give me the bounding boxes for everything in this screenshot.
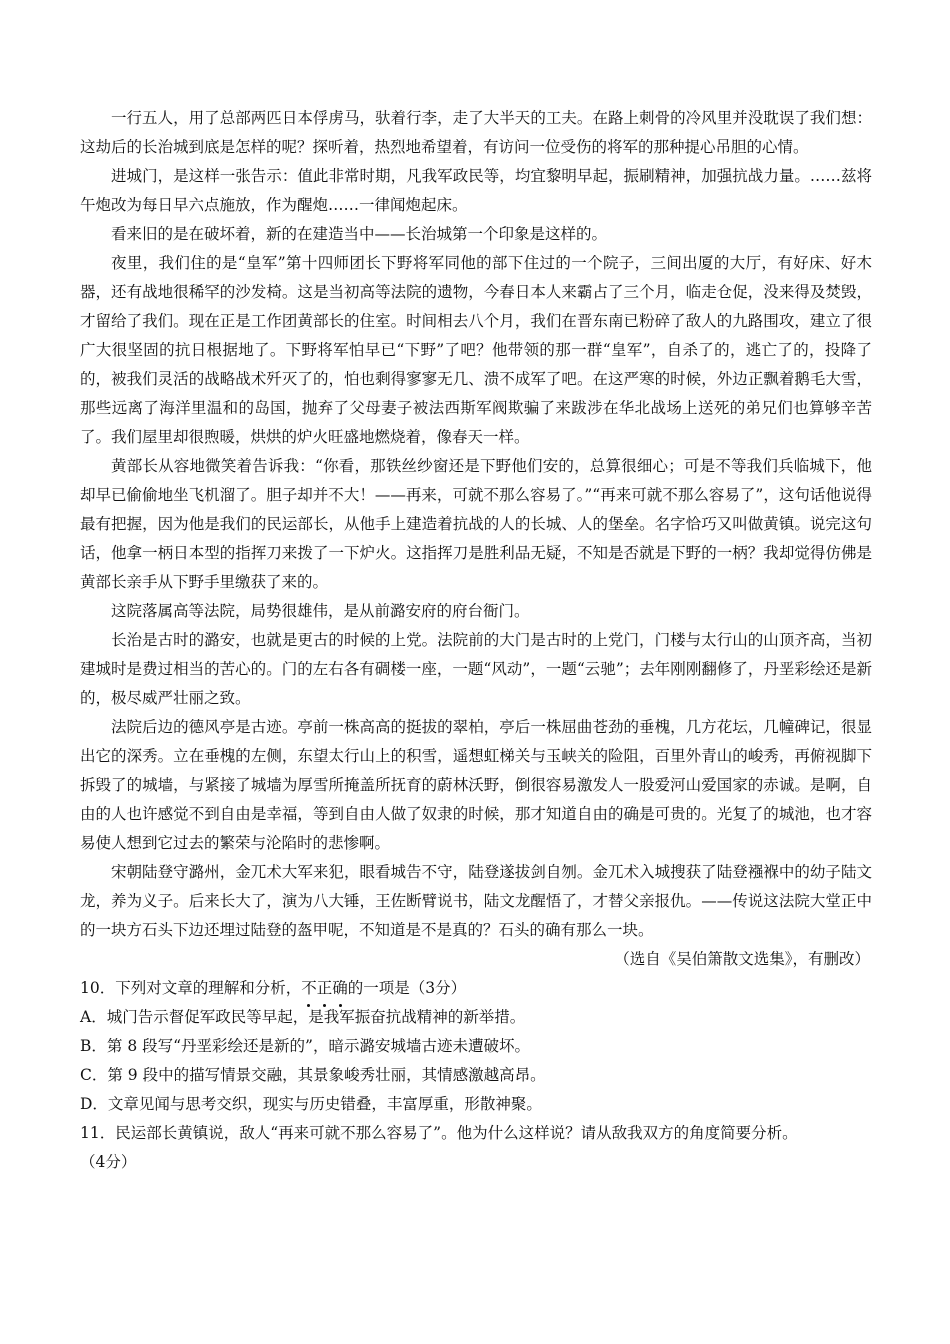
question-11: [80, 1119, 872, 1177]
emphasis-char-3: 确: [332, 974, 348, 1003]
question-11-stem: 11．民运部长黄镇说，敌人“再来可就不那么容易了”。他为什么这样说？请从敌我双方的角度简要分析。（4分）: [80, 1124, 798, 1171]
option-b: B．第 8 段写“丹垩彩绘还是新的”，暗示潞安城墙古迹未遭破坏。: [80, 1037, 530, 1055]
paragraph-2: 进城门，是这样一张告示：值此非常时期，凡我军政民等，均宜黎明早起，振刷精神，加强抗战力量。……兹将午炮改为每日早六点施放，作为醒炮……一律闻炮起床。: [80, 167, 872, 214]
paragraph-4: 夜里，我们住的是“皇军”第十四师团长下野将军同他的部下住过的一个院子，三间出厦的大厅，有好床、好木器，还有战地很稀罕的沙发椅。这是当初高等法院的遗物，今春日本人来霸占了三个月，临走仓促，没来得及焚毁，才留给了我们。现在正是工作团黄部长的住室。时间相去八个月，我们在晋东南已粉碎了敌人的九路围攻，建立了很广大很坚固的抗日根据地了。下野将军怕早已“下野”了吧？他带领的那一群“皇军”，自杀了的，逃亡了的，投降了的，被我们灵活的战略战术歼灭了的，怕也剩得寥寥无几、溃不成军了吧。在这严寒的时候，外边正飘着鹅毛大雪，那些远离了海洋里温和的岛国，抛弃了父母妻子被法西斯军阀欺骗了来跋涉在华北战场上送死的弟兄们也算够辛苦了。我们屋里却很煦暖，烘烘的炉火旺盛地燃烧着，像春天一样。: [80, 254, 872, 446]
emphasis-char-1: 不: [301, 974, 317, 1003]
question-10-suffix: 的一项是（3分）: [347, 979, 467, 997]
option-c: C．第 9 段中的描写情景交融，其景象峻秀壮丽，其情感激越高昂。: [80, 1066, 546, 1084]
source-citation: （选自《吴伯箫散文选集》，有删改）: [614, 950, 870, 968]
paragraph-8: 法院后边的德风亭是古迹。亭前一株高高的挺拔的翠柏，亭后一株屈曲苍劲的垂槐，几方花坛，几幢碑记，很显出它的深秀。立在垂槐的左侧，东望太行山上的积雪，遥想虹梯关与玉峡关的险阻，百里外青山的峻秀，再俯视脚下拆毁了的城墙，与紧接了城墙为厚雪所掩盖所抚育的蔚林沃野，倒很容易激发人一股爱河山爱国家的赤诚。是啊，自由的人也许感觉不到自由是幸福，等到自由人做了奴隶的时候，那才知道自由的确是可贵的。光复了的城池，也才容易使人想到它过去的繁荣与沦陷时的悲惨啊。: [80, 718, 872, 852]
document-page: [80, 104, 872, 1177]
paragraph-6: 这院落属高等法院，局势很雄伟，是从前潞安府的府台衙门。: [111, 602, 530, 620]
option-a: A．城门告示督促军政民等早起，是我军振奋抗战精神的新举措。: [80, 1008, 526, 1026]
paragraph-9: 宋朝陆登守潞州，金兀术大军来犯，眼看城告不守，陆登遂拔剑自刎。金兀术入城搜获了陆登襁褓中的幼子陆文龙，养为义子。后来长大了，演为八大锤，王佐断臂说书，陆文龙醒悟了，才替父亲报仇。——传说这法院大堂正中的一块方石头下边还埋过陆登的盔甲呢，不知道是不是真的？石头的确有那么一块。: [80, 863, 872, 939]
question-10-prefix: 10．下列对文章的理解和分析，: [80, 979, 302, 997]
paragraph-3: 看来旧的是在破坏着，新的在建造当中——长治城第一个印象是这样的。: [111, 225, 608, 243]
option-d: D．文章见闻与思考交织，现实与历史错叠，丰富厚重，形散神聚。: [80, 1095, 542, 1113]
emphasis-char-2: 正: [317, 974, 333, 1003]
paragraph-5: 黄部长从容地微笑着告诉我：“你看，那铁丝纱窗还是下野他们安的，总算很细心；可是不等我们兵临城下，他却早已偷偷地坐飞机溜了。胆子却并不大！——再来，可就不那么容易了。”“再来可就不那么容易了”，这句话他说得最有把握，因为他是我们的民运部长，从他手上建造着抗战的人的长城、人的堡垒。名字恰巧又叫做黄镇。说完这句话，他拿一柄日本型的指挥刀来拨了一下炉火。这指挥刀是胜利品无疑，不知是否就是下野的一柄？我却觉得仿佛是黄部长亲手从下野手里缴获了来的。: [80, 457, 872, 591]
article: [80, 104, 872, 974]
question-10-stem: [80, 974, 872, 1003]
paragraph-7: 长治是古时的潞安，也就是更古的时候的上党。法院前的大门是古时的上党门，门楼与太行山的山顶齐高，当初建城时是费过相当的苦心的。门的左右各有碉楼一座，一题“风动”，一题“云驰”；去年刚刚翻修了，丹垩彩绘还是新的，极尽威严壮丽之致。: [80, 631, 872, 707]
paragraph-1: 一行五人，用了总部两匹日本俘虏马，驮着行李，走了大半天的工夫。在路上刺骨的冷风里并没耽误了我们想：这劫后的长治城到底是怎样的呢？探听着，热烈地希望着，有访问一位受伤的将军的那种提心吊胆的心情。: [80, 109, 872, 156]
question-10: [80, 974, 872, 1119]
